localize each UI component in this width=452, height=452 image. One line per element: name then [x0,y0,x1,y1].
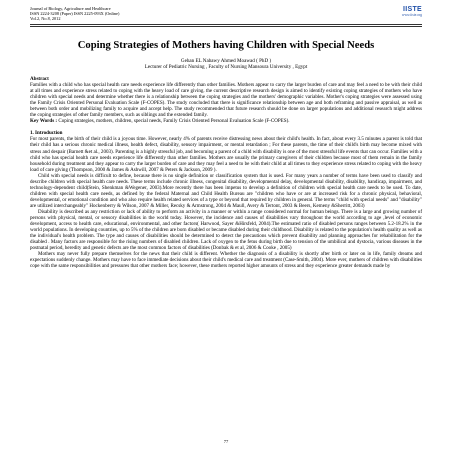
author-name: Gehan EL Nabawy Ahmed Moawad ( PhD ) [180,58,272,64]
intro-paragraph-4: Mothers may never fully prepare themselves for the news that their child is different. Whether the diagnosis of a disability is shortly after birth or later on in life, family dreams and expectations suddenly change. Mothers may have to face immediate decisions about their child's medical care and treatment (Case-Smith, 2004). More ever, mothers of children with disabilities cope with the same responsibilities and pressures that other mothers face; however, these mothers reported higher amounts of stress and they experience greater demands made by [30,251,422,270]
journal-name: Journal of Biology, Agriculture and Healthcare [30,6,111,11]
paper-body [30,74,422,269]
journal-url[interactable]: www.iiste.org [401,13,422,17]
paper-title: Coping Strategies of Mothers having Children with Special Needs [77,40,375,51]
journal-volume: Vol.2, No.8, 2012 [30,16,61,22]
keywords-text: Coping strategies, mothers, children, special needs, Family Crisis Oriented Personal Evaluation Scale (F-COPES). [58,118,290,125]
journal-header [30,6,422,36]
section-gap [30,124,422,128]
abstract-heading: Abstract [30,76,49,82]
intro-paragraph-3: Disability is described as any restriction or lack of ability to perform an activity in a manner or within a range considered normal for human beings. There is a large and growing number of persons with physical, mental, or sensory disabilities in the world today. However, the incidence and causes of disabilities vary throughout the world according to age ,level of economic development, access to health care, educational, environmental, and other factors( Harwood, Sayer &Hirsfeld, 2004).The estimated ratio of disabled persons ranges between 5.2-18.2% in the world populations. In developing countries, up to 5% of the children are born disabled or became disabled during their childhood. Disability is related to the population's health quality as well as the individual's health problem. The type and causes of disabilities should be determined to detect the precautions which prevent disability and planning approaches for rehabilitation for the disabled . Many factors are responsible for the rising numbers of disabled children. Lack of oxygen to the fetus during birth due to tension of the umbilical and dystocia, various diseases in the postnatal period, heredity and genetic defects are the most common factors of disabilities (Donbak & et al, 2006 & Cooke , 2005) [30,208,422,252]
author-block [30,58,422,70]
header-rule-top [30,24,422,25]
introduction-heading: 1. Introduction [30,130,63,137]
keywords-label: Key Words : [30,118,58,125]
abstract-text: Families with a child who has special health care needs experience life differently than other families. Mothers appear to carry the larger burden of care and may feel a need to be with their child at all times and experience stress related to coping with the heavy load of care giving. the current descriptive research design is aimed to identify existing coping strategies of mothers who have children with special needs and determine whether there is a relationship between the coping strategies and the mothers' demographic variables. Mother's coping strategies were assessed using the Family Crisis Oriented Personal Evaluation Scale (F-COPES). The study concluded that there is significance relationship between age and both reframing and passive appraisal, as well as between both order and mobilizing family to acquire and accept help. The study recommended that future research should be done on larger populations and additional research might address the coping strategies of other family members, such as siblings and the extended family. [30,82,422,119]
author-affiliation: Lecturer of Pediatric Nursing , Faculty of Nursing Mansoura University , Egypt [144,64,308,70]
journal-logo [382,6,422,17]
intro-paragraph-2: Child with special needs is difficult to define, because there is no single definition or classification system that is used. For many years a number of terms have been used to classify and describe children with special health care needs. These terms include chronic illness, congenital disability, developmental delay, developmental disability, disability, handicap, impairment, and technology-dependent child(Stein, Shenkman &Wegener, 2003).More recently there has been impetus to develop a definition of children with special health care needs to be used. To date, children with special health care needs, as defined by the federal Maternal and Child Health Bureau are "children who have or are at increased risk for a chronic physical, behavioral, developmental, or emotional condition and who also require health related services of a type or beyond that required by children in general. The terms "child with special needs" and "disability" are utilized interchangeably" Hockenberry & Wilson, 2007 & Miller, Recsky & Armstrong, 2004 & Maull, Avery & Tertont, 2003 & Beers, Kemeny &Sherritt, 2003) [30,172,422,209]
header-rule-bottom [30,26,422,27]
intro-paragraph-1: For most parents, the birth of their child is a joyous time. However, nearly 4% of parents receive distressing news about their child's health. In fact, about every 3.5 minutes a parent is told that their child has a serious chronic medical illness, health defect, disability, sensory impairment, or mental retardation ; For these parents, the time of their child's birth may become mixed with stress and despair (Barnett &et al., 2003). Parenting is a highly stressful job, and becoming a parent of a child with disability is one of the most stressful life events that can occur. Families with a child who has special health care needs experience life differently than other families. Mothers are usually the primary caregivers of their children because most of them remain in the family household during treatment and they appear to carry the larger burden of care and they may feel a need to be with their child at all times to they experience stress related to coping with the heavy load of care giving (Thompson, 2000 & James & Ashwill, 2007 & Peters & Jackson, 2009 ). [30,136,422,173]
page-number: 77 [223,439,229,444]
journal-info [30,6,422,22]
logo-mark: IISTE [402,6,422,13]
journal-issn: ISSN 2224-3208 (Paper) ISSN 2225-093X (Online) [30,11,120,17]
